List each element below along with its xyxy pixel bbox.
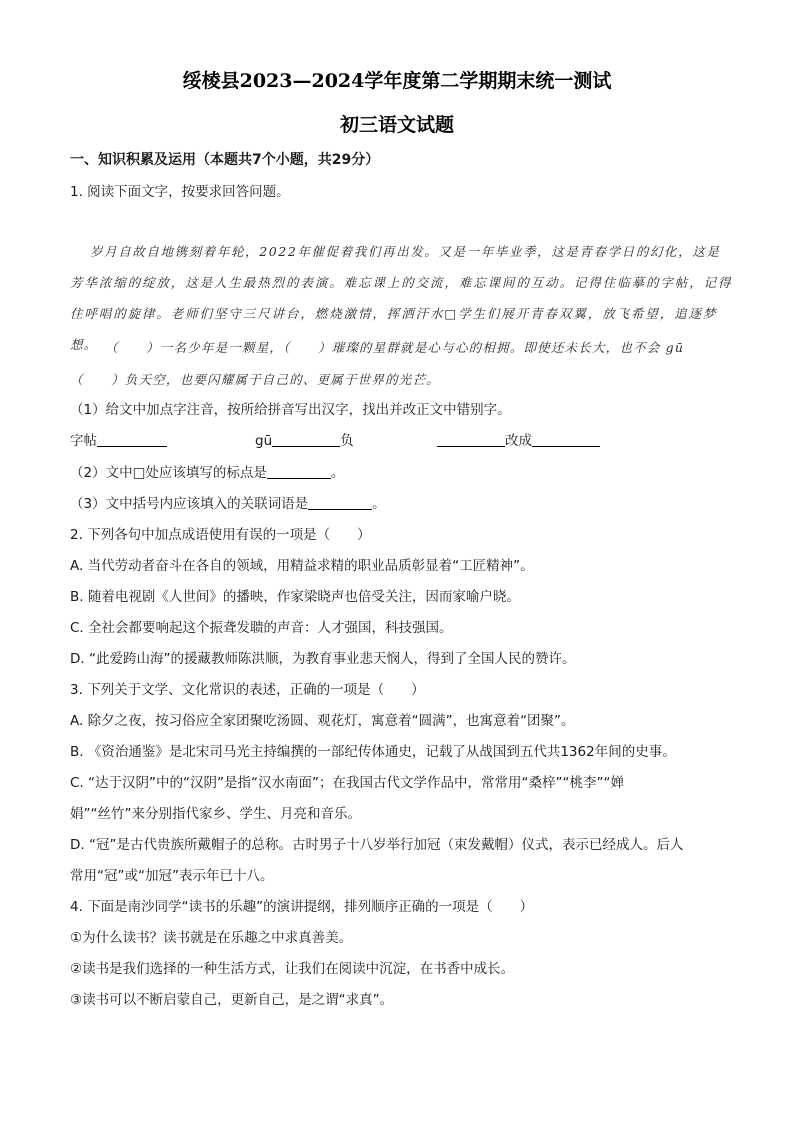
question-2-option-b[interactable]: B. 随着电视剧《人世间》的播映，作家梁晓声也倍受关注，因而家喻户晓。 <box>70 589 520 605</box>
sub3-text: （3）文中括号内应该填入的关联词语是 <box>70 496 309 512</box>
question-1-sub2 <box>70 463 726 483</box>
question-3-option-d-line1[interactable]: D. “冠”是古代贵族所戴帽子的总称。古时男子十八岁举行加冠（束发戴帽）仪式，表示已经成人。后人 <box>70 837 684 853</box>
answer-blank-zitie[interactable] <box>97 432 167 447</box>
question-3-option-d-line2[interactable]: 常用“冠”或“加冠”表示年已十八。 <box>70 868 274 884</box>
passage-line-6: （ ）负天空，也要闪耀属于自己的、更属于世界的光芒。 <box>70 372 440 387</box>
fill-label-gu: gū <box>255 433 273 449</box>
sub2-end: 。 <box>330 465 345 481</box>
answer-blank-wrong-char[interactable] <box>437 432 505 447</box>
question-4-item-2: ②读书是我们选择的一种生活方式，让我们在阅读中沉淀，在书香中成长。 <box>70 961 515 977</box>
fill-item-correction <box>437 431 600 451</box>
question-2-option-a[interactable]: A. 当代劳动者奋斗在各自的领域，用精益求精的职业品质彰显着“工匠精神”。 <box>70 558 534 574</box>
answer-blank-corrected-char[interactable] <box>532 432 600 447</box>
question-2-option-d[interactable]: D. “此爱跨山海”的援藏教师陈洪顺，为教育事业悲天悯人，得到了全国人民的赞许。 <box>70 651 576 667</box>
fill-item-zitie <box>70 431 167 451</box>
fill-label-gaicheng: 改成 <box>505 433 532 449</box>
fill-label-zitie: 字帖 <box>70 433 97 449</box>
question-4-item-3: ③读书可以不断启蒙自己，更新自己，是之谓“求真”。 <box>70 992 394 1008</box>
question-3-option-a[interactable]: A. 除夕之夜，按习俗应全家团聚吃汤圆、观花灯，寓意着“圆满”，也寓意着“团聚”。 <box>70 713 575 729</box>
passage-line-4: 想。 <box>70 337 98 352</box>
question-4-stem: 4. 下面是南沙同学“读书的乐趣”的演讲提纲，排列顺序正确的一项是（ ） <box>70 899 534 915</box>
question-3-option-b[interactable]: B. 《资治通鉴》是北宋司马光主持编撰的一部纪传体通史，记载了从战国到五代共1362年间的史事。 <box>70 744 676 760</box>
page-title: 绥棱县2023—2024学年度第二学期期末统一测试 <box>182 70 612 92</box>
question-2-stem: 2. 下列各句中加点成语使用有误的一项是（ ） <box>70 527 371 543</box>
passage-line-3: 住呼唱的旋律。老师们坚守三尺讲台，燃烧激情，挥洒汗水□学生们展开青春双翼，放飞希望，追逐梦 <box>70 306 718 321</box>
question-2-option-c[interactable]: C. 全社会都要响起这个振聋发聩的声音：人才强国，科技强国。 <box>70 620 453 636</box>
question-1-sub1: （1）给文中加点字注音，按所给拼音写出汉字，找出并改正文中错别字。 <box>70 402 511 418</box>
passage-line-5: （ ）一名少年是一颗星，（ ）璀璨的星群就是心与心的相拥。即使还未长大，也不会 gū <box>105 340 685 355</box>
section-heading: 一、知识积累及运用（本题共7个小题，共29分） <box>70 152 380 168</box>
sub2-text: （2）文中□处应该填写的标点是 <box>70 465 267 481</box>
fill-label-fu: 负 <box>340 433 354 449</box>
question-3-option-c-line2[interactable]: 娟”“丝竹”来分别指代家乡、学生、月亮和音乐。 <box>70 806 361 822</box>
sub3-end: 。 <box>372 496 386 512</box>
question-3-stem: 3. 下列关于文学、文化常识的表述，正确的一项是（ ） <box>70 682 425 698</box>
answer-blank-conjunction[interactable] <box>308 495 372 510</box>
fill-item-gu <box>255 431 354 451</box>
passage-line-2: 芳华浓缩的绽放，这是人生最热烈的表演。难忘课上的交流，难忘课间的互动。记得住临摹的字帖，记得 <box>70 275 733 290</box>
question-4-item-1: ①为什么读书？读书就是在乐趣之中求真善美。 <box>70 930 353 946</box>
question-1-sub3 <box>70 494 726 514</box>
answer-blank-punctuation[interactable] <box>267 464 331 479</box>
passage-line-1: 岁月自故自地镌刻着年轮，2022年催促着我们再出发。又是一年毕业季，这是青春学日的幻化，这是 <box>90 244 721 259</box>
page-subtitle: 初三语文试题 <box>339 114 454 136</box>
answer-blank-gu[interactable] <box>272 432 340 447</box>
question-3-option-c-line1[interactable]: C. “达于汉阴”中的“汉阴”是指“汉水南面”；在我国古代文学作品中，常常用“桑梓”“桃李”“婵 <box>70 775 624 791</box>
question-1-stem: 1. 阅读下面文字，按要求回答问题。 <box>70 184 290 200</box>
